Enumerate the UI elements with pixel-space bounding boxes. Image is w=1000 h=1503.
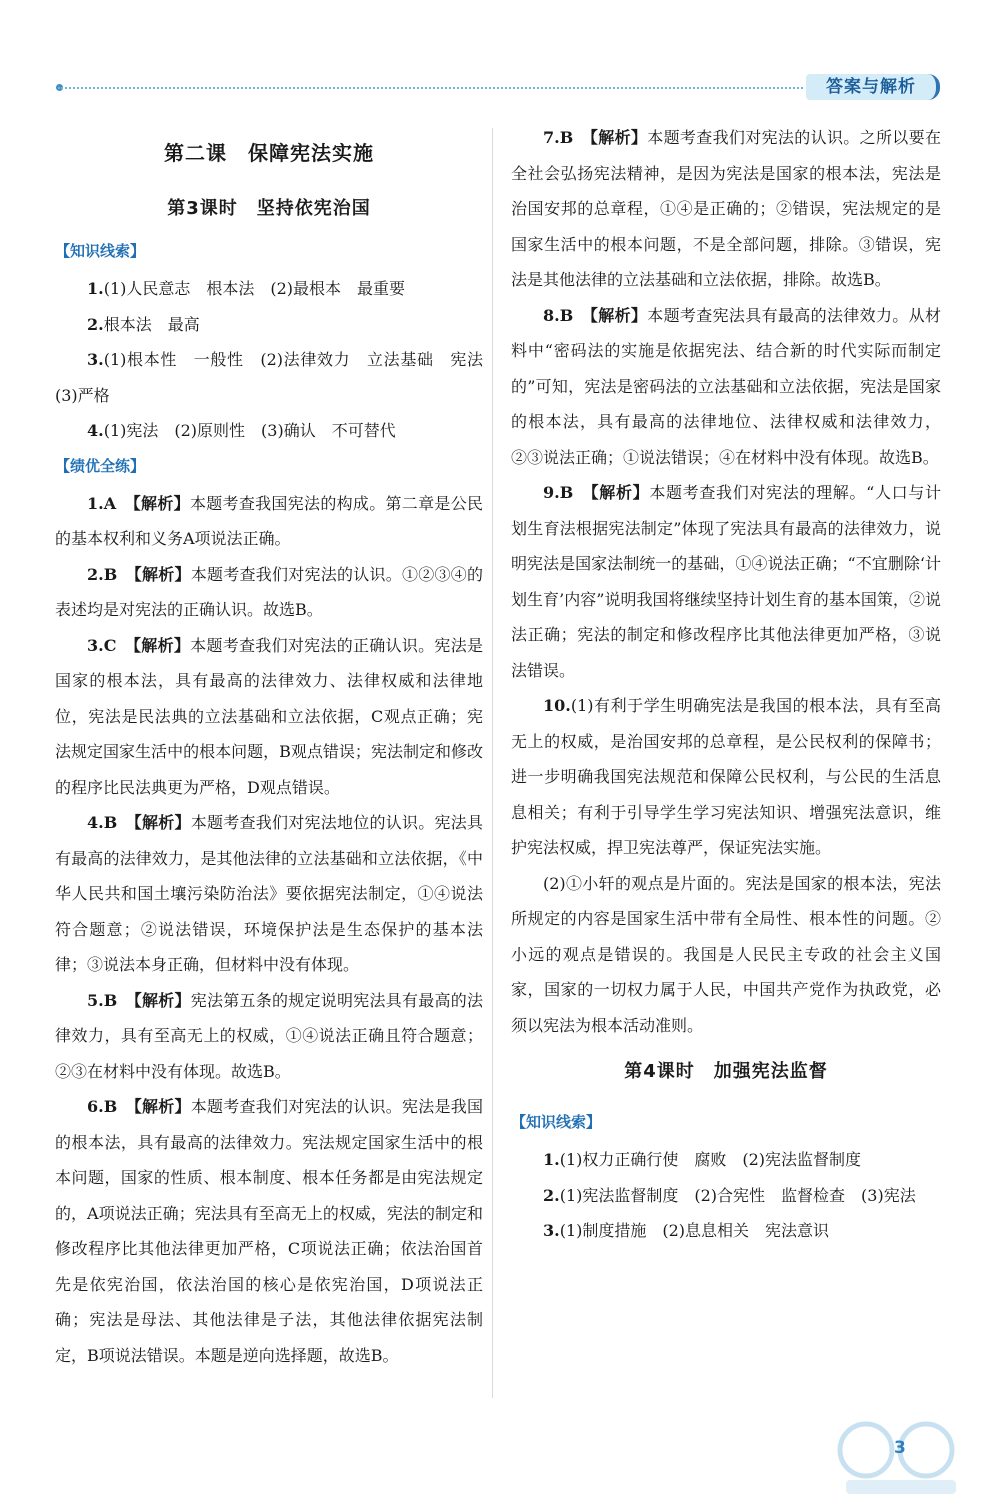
knowledge-item: [55, 342, 500, 413]
answer-text: (1)有利于学生明确宪法是我国的根本法，具有至高无上的权威，是治国安邦的总章程，是公民权利的保障书；进一步明确我国宪法规范和保障公民权利，与公民的生活息息相关；有利于引导学生学习宪法知识、增强宪法意识，维护宪法权威，捍卫宪法尊严，保证宪法实施。: [511, 696, 941, 857]
answer-choice: B: [559, 305, 574, 325]
answer-number: 10.: [543, 696, 571, 715]
knowledge-list: [511, 1142, 941, 1249]
answer-choice: B: [103, 990, 118, 1010]
answer-choice: B: [103, 813, 118, 832]
answer-number: 4.: [87, 813, 104, 832]
answer-number: 2.: [87, 564, 104, 584]
knowledge-number: 1.: [543, 1150, 560, 1169]
answer-choice: A: [103, 493, 117, 513]
header-dotted-line: [58, 87, 803, 89]
knowledge-text: (1)权力正确行使 腐败 (2)宪法监督制度: [559, 1150, 862, 1169]
answer-number: 6.: [87, 1097, 104, 1116]
answer-item: [511, 120, 941, 298]
analysis-label: 【解析】: [133, 635, 191, 655]
answer-item: [55, 1089, 483, 1373]
answer-choice: B: [559, 483, 574, 502]
column-divider: [492, 128, 493, 1398]
section-tag-knowledge: 【知识线索】: [511, 1113, 602, 1131]
answers-list: [511, 120, 941, 688]
knowledge-text: 根本法 最高: [103, 314, 200, 334]
answer-text: 本题考查我们对宪法地位的认识。宪法具有最高的法律效力，是其他法律的立法基础和立法依据，《中华人民共和国土壤污染防治法》要依据宪法制定，①④说法符合题意；②说法错误，环境保护法是生态保护的基本法律；③说法本身正确，但材料中没有体现。: [55, 813, 483, 974]
analysis-label: 【解析】: [590, 483, 650, 502]
knowledge-number: 2.: [543, 1185, 560, 1205]
answer-text: 本题考查我们对宪法的理解。“人口与计划生育法根据宪法制定”体现了宪法具有最高的法律效力，说明宪法是国家法制统一的基础，①④说法正确；“不宜删除‘计划生育’内容”说明我国将继续坚持计划生育的基本国策，②说法正确；宪法的制定和修改程序比其他法律更加严格，③说法错误。: [511, 483, 941, 680]
answer-item: [511, 688, 941, 866]
answer-item: [55, 557, 483, 628]
answer-number: 7.: [543, 128, 560, 147]
knowledge-item: [511, 1142, 941, 1178]
analysis-label: 【解析】: [133, 1097, 191, 1116]
knowledge-number: 4.: [87, 421, 104, 440]
knowledge-text: (1)根本性 一般性 (2)法律效力 立法基础 宪法 (3)严格: [55, 350, 500, 405]
right-column: [511, 120, 941, 1249]
knowledge-text: (1)制度措施 (2)息息相关 宪法意识: [559, 1221, 830, 1240]
period-title: 第4课时 加强宪法监督: [624, 1061, 828, 1082]
analysis-label: 【解析】: [133, 990, 191, 1010]
knowledge-text: (1)人民意志 根本法 (2)最根本 最重要: [103, 279, 406, 298]
answer-choice: B: [103, 1097, 118, 1116]
answer-number: 8.: [543, 305, 560, 325]
knowledge-number: 3.: [543, 1221, 560, 1240]
answer-item: [55, 805, 483, 983]
answer-choice: C: [103, 635, 117, 655]
knowledge-number: 3.: [87, 350, 104, 369]
knowledge-number: 2.: [87, 314, 104, 334]
knowledge-text: (1)宪法监督制度 (2)合宪性 监督检查 (3)宪法: [559, 1185, 916, 1205]
answer-item: [511, 475, 941, 688]
period-title: 第3课时 坚持依宪治国: [167, 198, 371, 219]
answer-text: 本题考查我们对宪法的认识。①②③④的表述均是对宪法的正确认识。故选B。: [55, 564, 483, 619]
answer-item: [55, 486, 483, 557]
analysis-label: 【解析】: [133, 813, 191, 832]
answer-item: [511, 866, 941, 1044]
knowledge-item: [55, 413, 483, 449]
section-tag-knowledge: 【知识线索】: [55, 242, 146, 260]
answer-number: 1.: [87, 493, 104, 513]
answer-item: [511, 298, 941, 476]
knowledge-text: (1)宪法 (2)原则性 (3)确认 不可替代: [103, 421, 396, 440]
answer-number: 5.: [87, 990, 104, 1010]
answer-text: 本题考查我们对宪法的认识。之所以要在全社会弘扬宪法精神，是因为宪法是国家的根本法，宪法是治国安邦的总章程，①④是正确的；②错误，宪法规定的是国家生活中的根本问题，不是全部问题，排除。③错误，宪法是其他法律的立法基础和立法依据，排除。故选B。: [511, 128, 941, 289]
answer-item: [55, 628, 483, 806]
lesson-title: 第二课 保障宪法实施: [164, 141, 374, 165]
answer-choice: B: [103, 564, 118, 584]
knowledge-list: [55, 271, 500, 449]
answer-choice: B: [559, 128, 574, 147]
knowledge-item: [511, 1178, 941, 1214]
left-column: [55, 120, 500, 1373]
answer-text: 本题考查我们对宪法的认识。宪法是我国的根本法，具有最高的法律效力。宪法规定国家生活中的根本问题，国家的性质、根本制度、根本任务都是由宪法规定的，A项说法正确；宪法具有至高无上的权威，宪法的制定和修改程序比其他法律更加严格，C项说法正确；依法治国首先是依宪治国，依法治国的核心是依宪治国，D项说法正确；宪法是母法、其他法律是子法，其他法律依据宪法制定，B项说法错误。本题是逆向选择题，故选B。: [55, 1097, 483, 1365]
answer-number: 3.: [87, 635, 104, 655]
knowledge-item: [55, 307, 483, 343]
knowledge-item: [511, 1213, 941, 1249]
answer-text: 本题考查宪法具有最高的法律效力。从材料中“密码法的实施是依据宪法、结合新的时代实际而制定的”可知，宪法是密码法的立法基础和立法依据，宪法是国家的根本法，具有最高的法律地位、法律权威和法律效力，②③说法正确；①说法错误；④在材料中没有体现。故选B。: [511, 305, 941, 467]
analysis-label: 【解析】: [132, 493, 190, 513]
knowledge-item: [55, 271, 483, 307]
analysis-label: 【解析】: [133, 564, 191, 584]
header-answer-tag: 答案与解析: [806, 74, 940, 100]
analysis-label: 【解析】: [589, 305, 648, 325]
knowledge-number: 1.: [87, 279, 104, 298]
answers-list: [55, 486, 483, 1374]
answer-item: [55, 983, 483, 1090]
section-tag-practice: 【绩优全练】: [55, 456, 146, 475]
page-number: 3: [894, 1438, 906, 1458]
answer-text: 本题考查我国宪法的构成。第二章是公民的基本权利和义务A项说法正确。: [55, 493, 483, 548]
analysis-label: 【解析】: [589, 128, 648, 147]
answer-number: 9.: [543, 483, 560, 502]
answer-text: 本题考查我们对宪法的正确认识。宪法是国家的根本法，具有最高的法律效力、法律权威和法律地位，宪法是民法典的立法基础和立法依据，C观点正确；宪法规定国家生活中的根本问题，B观点错误；宪法制定和修改的程序比民法典更为严格，D观点错误。: [55, 635, 483, 797]
answer-text: 宪法第五条的规定说明宪法具有最高的法律效力，具有至高无上的权威，①④说法正确且符合题意；②③在材料中没有体现。故选B。: [55, 990, 483, 1081]
answer-text: (2)①小轩的观点是片面的。宪法是国家的根本法，宪法所规定的内容是国家生活中带有全局性、根本性的问题。②小远的观点是错误的。我国是人民民主专政的社会主义国家，国家的一切权力属于人民，中国共产党作为执政党，必须以宪法为根本活动准则。: [511, 873, 941, 1035]
